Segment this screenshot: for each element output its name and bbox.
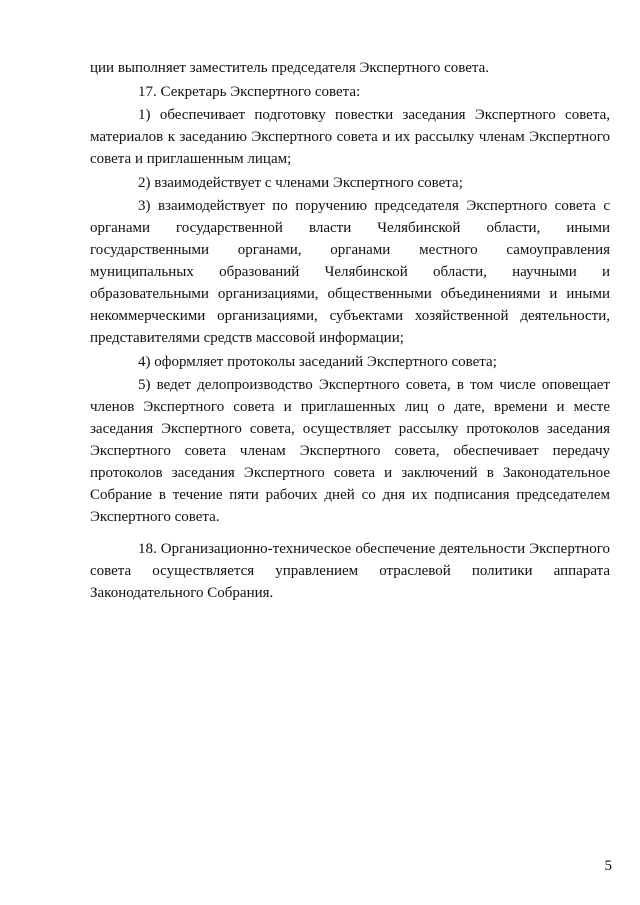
document-body bbox=[90, 57, 610, 605]
paragraph-subitem-1: 1) обеспечивает подготовку повестки заседания Экспертного совета, материалов к заседанию Экспертного совета и их рассылку членам Экспертного совета и приглашенным лицам; bbox=[90, 107, 610, 167]
paragraph-subitem-2: 2) взаимодействует с членами Экспертного совета; bbox=[138, 174, 463, 191]
paragraph-item-17-heading: 17. Секретарь Экспертного совета: bbox=[138, 83, 361, 100]
paragraph-continuation: ции выполняет заместитель председателя Экспертного совета. bbox=[90, 60, 490, 76]
paragraph-subitem-4: 4) оформляет протоколы заседаний Экспертного совета; bbox=[138, 353, 497, 370]
paragraph-subitem-3: 3) взаимодействует по поручению председателя Экспертного совета с органами государственной власти Челябинской области, иными государственными органами, органами местного самоуправления муниципальных образований Челябинской области, научными и образовательными организациями, общественными объединениями и иными некоммерческими организациями, субъектами хозяйственной деятельности, представителями средств массовой информации; bbox=[90, 198, 610, 346]
paragraph-item-18: 18. Организационно-техническое обеспечение деятельности Экспертного совета осуществляется управлением отраслевой политики аппарата Законодательного Собрания. bbox=[90, 540, 610, 601]
paragraph-spacer bbox=[90, 530, 610, 538]
paragraph-subitem-5: 5) ведет делопроизводство Экспертного совета, в том числе оповещает членов Экспертного совета и приглашенных лиц о дате, времени и месте заседания Экспертного совета, осуществляет рассылку протоколов заседания Экспертного совета членам Экспертного совета, обеспечивает передачу протоколов заседания Экспертного совета и заключений в Законодательное Собрание в течение пяти рабочих дней со дня их подписания председателем Экспертного совета. bbox=[90, 377, 610, 525]
page-number: 5 bbox=[604, 858, 612, 874]
